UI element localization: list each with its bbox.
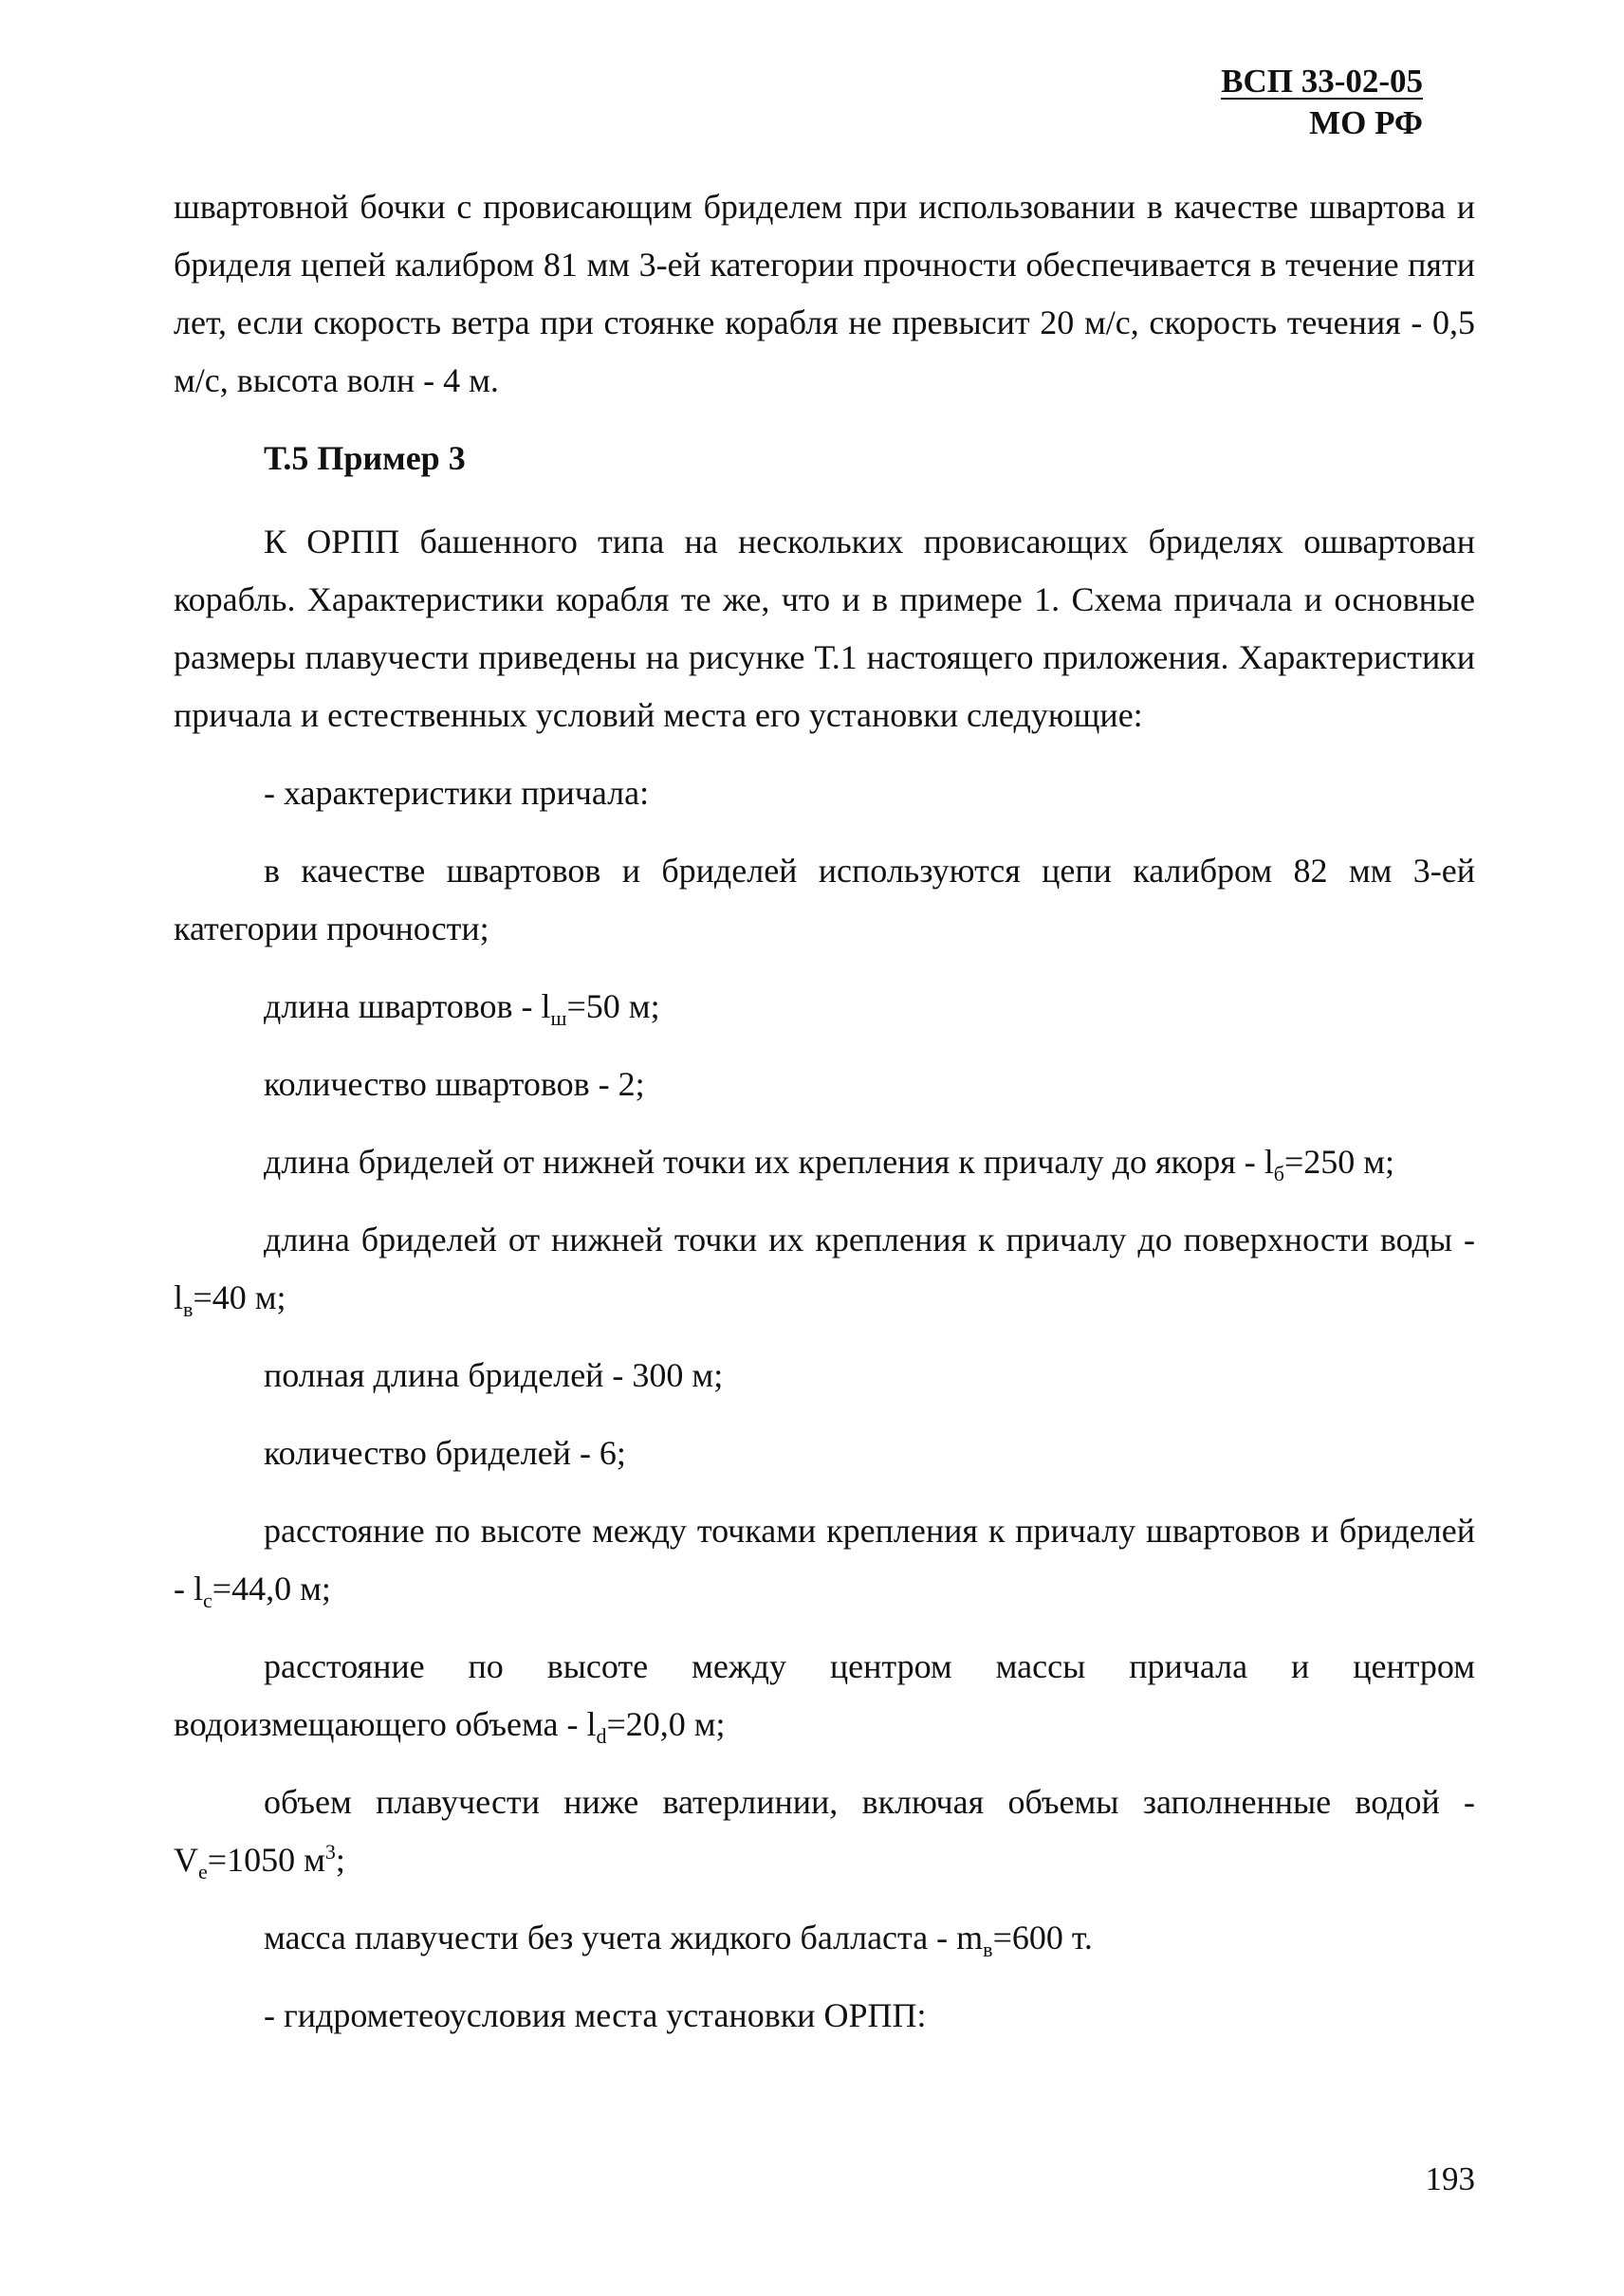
param-bridle-length-anchor: длина бриделей от нижней точки их крепления к причалу до якоря - $l_б=250$ м;: [264, 1143, 1395, 1186]
list-item-berth-characteristics: - характеристики причала:: [264, 774, 650, 812]
page-body: [174, 178, 1475, 2065]
param-mass-center-distance: расстояние по высоте между центром массы причала и центром водоизмещающего объема - $l_d=20,0$ м;: [174, 1647, 1475, 1749]
list-item-hydrometeo-conditions: - гидрометеоусловия места установки ОРПП:: [264, 1996, 927, 2034]
param-bridle-total-length: полная длина бриделей - 300 м;: [264, 1356, 724, 1394]
param-attachment-height: расстояние по высоте между точками крепления к причалу швартовов и бриделей - $l_c=44,0$ м;: [174, 1512, 1475, 1613]
page-number: 193: [1425, 2160, 1475, 2197]
param-bridle-length-surface: длина бриделей от нижней точки их крепления к причалу до поверхности воды - $l_в=40$ м;: [174, 1221, 1475, 1322]
paragraph-intro: К ОРПП башенного типа на нескольких провисающих бриделях ошвартован корабль. Характеристики корабля те же, что и в примере 1. Схема причала и основные размеры плавучести приведены на рисунке Т.1 настоящего приложения. Характеристики причала и естественных условий места его установки следующие:: [174, 523, 1475, 734]
section-heading: Т.5 Пример 3: [264, 439, 466, 477]
document-header: [1221, 61, 1423, 144]
param-mooring-count: количество швартовов - 2;: [264, 1065, 645, 1103]
paragraph-chains: в качестве швартовов и бриделей используются цепи калибром 82 мм 3-ей категории прочности;: [174, 852, 1475, 947]
param-mooring-length: длина швартовов - $l_ш=50$ м;: [264, 987, 660, 1031]
document-code: ВСП 33-02-05: [1221, 63, 1423, 100]
paragraph-continuation: швартовной бочки с провисающим бриделем при использовании в качестве швартова и бриделя цепей калибром 81 мм 3-ей категории прочности обеспечивается в течение пяти лет, если скорость ветра при стоянке корабля не превысит 20 м/с, скорость течения - 0,5 м/с, высота волн - 4 м.: [174, 188, 1475, 399]
param-buoyancy-volume: объем плавучести ниже ватерлинии, включая объемы заполненные водой - $V_e=1050$ $м^3$;: [174, 1783, 1475, 1884]
param-buoyancy-mass: масса плавучести без учета жидкого балласта - $m_в=600$ т.: [264, 1919, 1093, 1962]
param-bridle-count: количество бриделей - 6;: [264, 1434, 626, 1472]
document-organization: МО РФ: [1309, 104, 1423, 141]
